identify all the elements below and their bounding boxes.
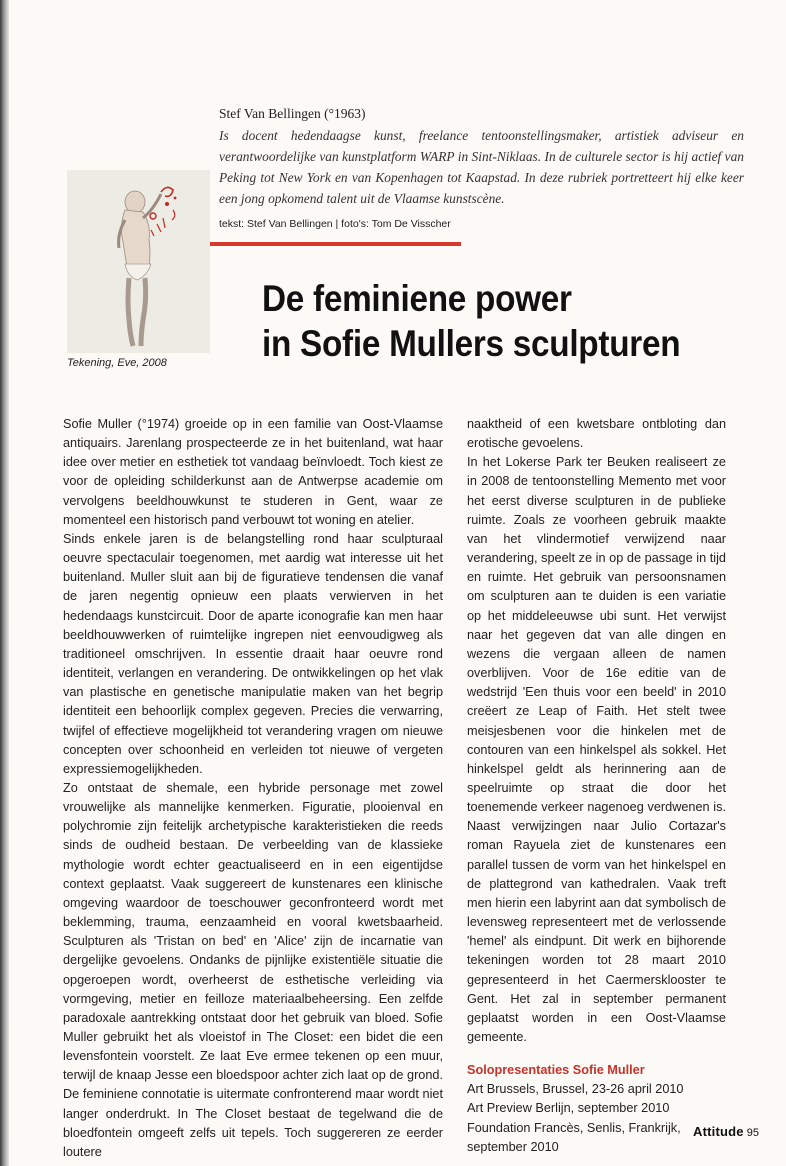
body-paragraph: naaktheid of een kwetsbare ontbloting dan erotische gevoelens. bbox=[467, 417, 726, 451]
solo-item: Foundation Francès, Senlis, Frankrijk, september 2010 bbox=[467, 1120, 681, 1154]
solo-item: Art Brussels, Brussel, 23-26 april 2010 bbox=[467, 1082, 684, 1097]
artwork-image bbox=[67, 170, 210, 353]
solo-item: Art Preview Berlijn, september 2010 bbox=[467, 1101, 670, 1116]
page-footer bbox=[693, 1124, 759, 1139]
author-bio: Is docent hedendaagse kunst, freelance tentoonstellingsmaker, artistiek adviseur en verantwoordelijke van kunstplatform WARP in Sint-Niklaas. In de culturele sector is hij actief van Peking tot New York en van Kopenhagen tot Kaapstad. In deze rubriek portretteert hij elke keer een jong opkomend talent uit de Vlaamse kunstscène. bbox=[219, 128, 744, 206]
page-number: 95 bbox=[746, 1127, 759, 1139]
article-title bbox=[262, 276, 712, 366]
body-paragraph: Sofie Muller (°1974) groeide op in een familie van Oost-Vlaamse antiquairs. Jarenlang prospecteerde ze in het buitenland, wat haar idee over metier en esthetiek tot vandaag beïnvloedt. Toch kiest ze voor de opleiding schilderkunst aan de Antwerpse academie om vervolgens beeldhouwkunst te studeren in Gent, waar ze momenteel een historisch pand verbouwt tot woning en atelier. bbox=[63, 417, 443, 527]
article-credits: tekst: Stef Van Bellingen | foto's: Tom De Visscher bbox=[219, 218, 451, 230]
drawing-figure-illustration bbox=[67, 170, 210, 353]
body-paragraph: Sinds enkele jaren is de belangstelling rond haar sculpturaal oeuvre spectaculair toegenomen, met aardig wat interesse uit het buitenland. Muller sluit aan bij de figuratieve tendensen die vanaf de jaren negentig opnieuw een plaats verwierven in het hedendaags kunstcircuit. Door de aparte iconografie kan men haar beeldhouwwerken of ruimtelijke ingrepen niet eenvoudigweg als traditioneel omschrijven. In essentie draait haar oeuvre rond identiteit, verlangen en verandering. De ontwikkelingen op het vlak van plastische en genetische manipulatie maken van het begrip identiteit een behoorlijk complex gegeven. Precies die verwarring, twijfel of effectieve mogelijkheid tot verandering vragen om nieuwe concepten over schoonheid en verleiden tot nieuwe of vergeten expressiemogelijkheden. bbox=[63, 531, 443, 776]
body-paragraph: Zo ontstaat de shemale, een hybride personage met zowel vrouwelijke als mannelijke kenmerken. Figuratie, plooienval en polychromie zijn feitelijk archetypische karakteristieken die reeds sinds de oudheid bestaan. De verbeelding van de klassieke mythologie wordt echter geactualiseerd en in een eigentijdse context geplaatst. Vaak suggereert de kunstenares een klinische omgeving waardoor de toeschouwer geconfronteerd wordt met beklemming, trauma, eenzaamheid en vooral kwetsbaarheid. Sculpturen als 'Tristan on bed' en 'Alice' zijn de incarnatie van dergelijke gevoelens. Ondanks de pijnlijke existentiële situatie die opgeroepen wordt, overheerst de esthetische verleiding via vormgeving, metier en feilloze materiaalbeheersing. Een zelfde paradoxale aantrekking ontstaat door het gebruik van bloed. Sofie Muller gebruikt het als vloeistof in The Closet: een bidet die een levensfontein voorstelt. Ze laat Eve ermee tekenen op een muur, terwijl de knaap Jesse een bloedspoor achter zich laat op de grond. De feminiene connotatie is uitermate confronterend maar wordt niet langer onderdrukt. In The Closet bestaat de tegelwand die de bloedfontein omgeeft zelfs uit tepels. Toch suggereren ze eerder loutere bbox=[63, 780, 443, 1159]
solo-heading: Solopresentaties Sofie Muller bbox=[467, 1063, 645, 1078]
title-line-2: in Sofie Mullers sculpturen bbox=[262, 323, 681, 364]
body-paragraph: In het Lokerse Park ter Beuken realiseert ze in 2008 de tentoonstelling Memento met voor het eerst diverse sculpturen in de publieke ruimte. Zoals ze voorheen gebruik maakte van het vlindermotief verwijzend naar verandering, speelt ze in op de passage in tijd en ruimte. Het gebruik van persoonsnamen om sculpturen aan te duiden is een variatie op het middeleeuwse ubi sunt. Het verwijst naar het gegeven dat van alle dingen en wezens die vergaan alleen de namen overblijven. Voor de 16e editie van de wedstrijd 'Een thuis voor een beeld' in 2010 creëert ze Leap of Faith. Het stelt twee meisjesbenen voor die hinkelen met de contouren van een hinkelspel als sokkel. Het hinkelspel geldt als herinnering aan de speelruimte op straat die door het toenemende verkeer nagenoeg verdwenen is. Naast verwijzingen naar Julio Cortazar's roman Rayuela ziet de kunstenares een parallel tussen de vorm van het hinkelspel en de plattegrond van kathedralen. Vaak treft men hierin een labyrint aan dat symbolisch de levensweg representeert met de verlossende 'hemel' als eindpunt. Dit werk en bijhorende tekeningen worden tot 28 maart 2010 gepresenteerd in het Caermersklooster te Gent. Het zal in september permanent geplaatst worden in een Oost-Vlaamse gemeente. bbox=[467, 455, 726, 1044]
accent-rule bbox=[197, 242, 461, 246]
body-column-1 bbox=[63, 415, 443, 1162]
magazine-name: Attitude bbox=[693, 1124, 744, 1139]
body-column-2 bbox=[467, 415, 726, 1157]
page-spine-shadow bbox=[0, 0, 9, 1166]
image-caption: Tekening, Eve, 2008 bbox=[67, 357, 167, 369]
title-line-1: De feminiene power bbox=[262, 278, 572, 319]
author-name: Stef Van Bellingen (°1963) bbox=[219, 106, 366, 121]
